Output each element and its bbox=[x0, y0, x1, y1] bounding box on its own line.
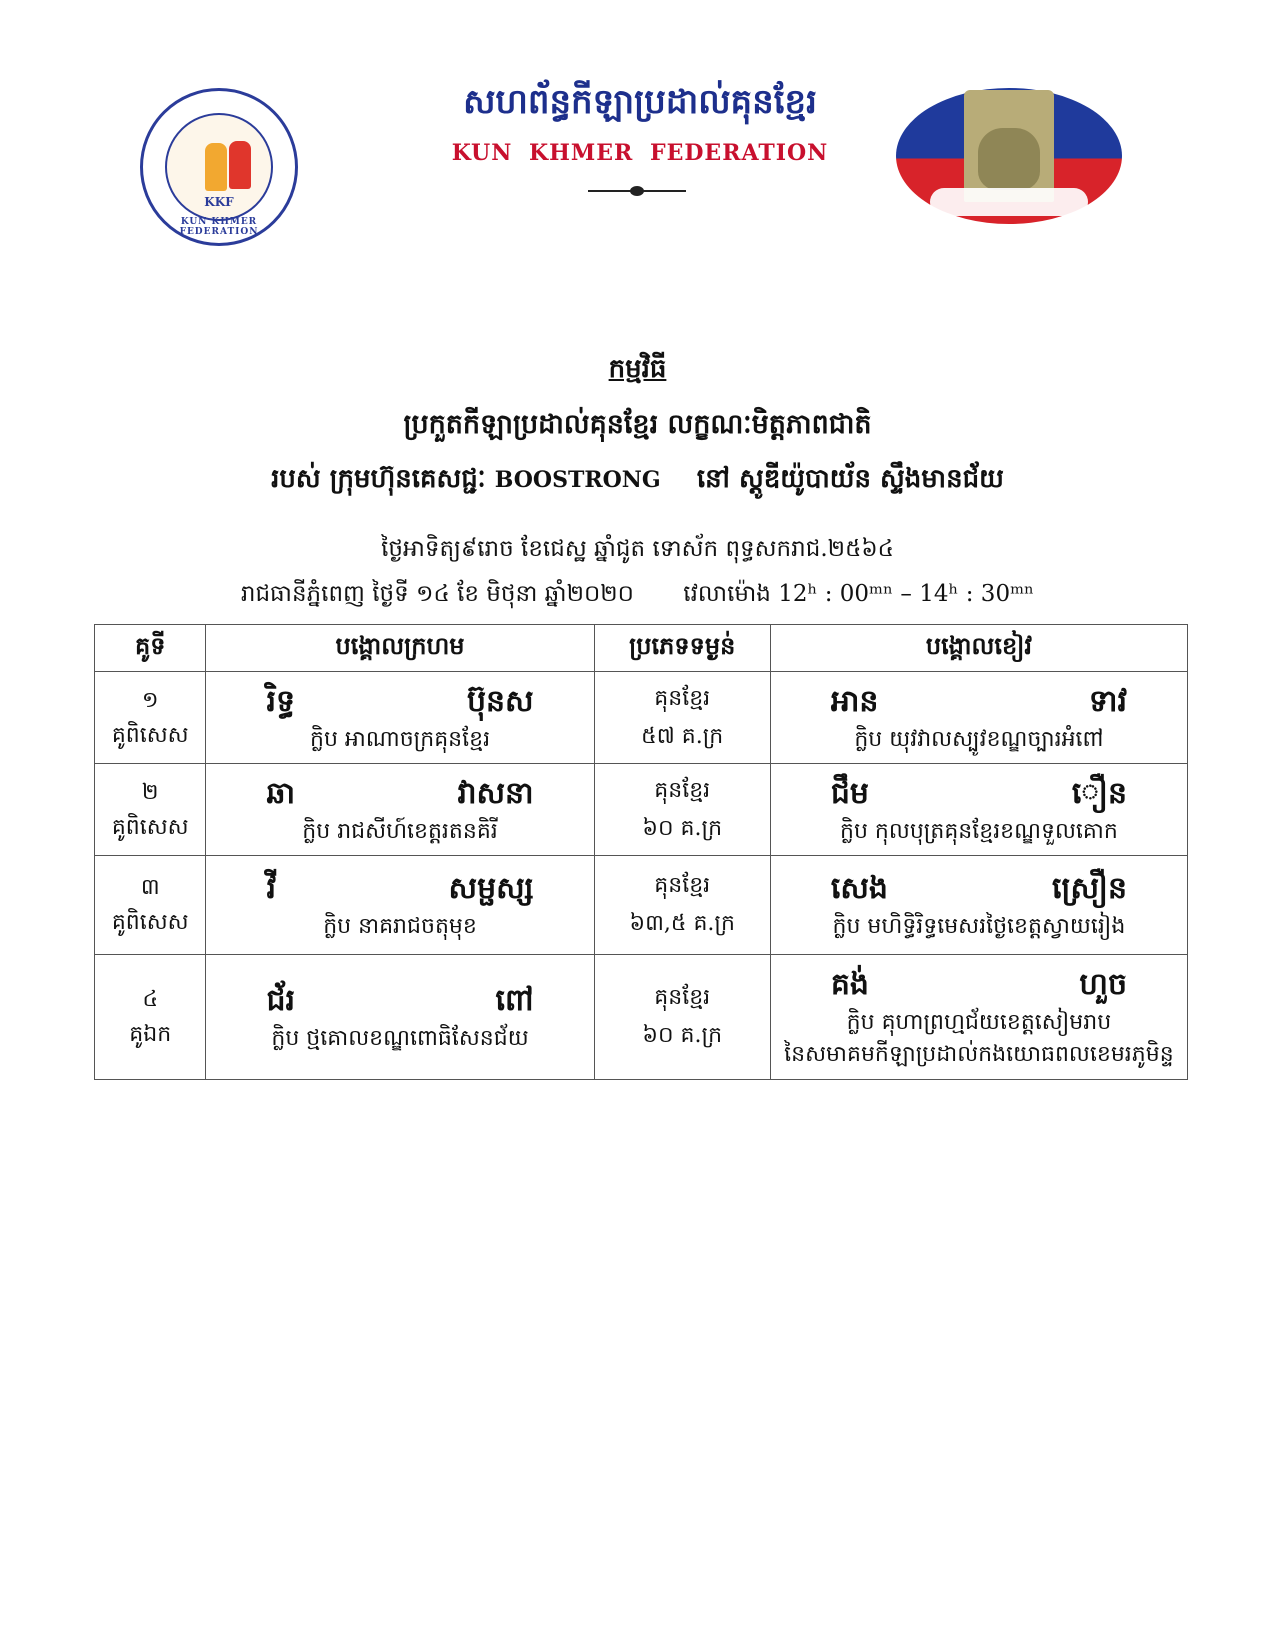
bout-label: គូពិសេស bbox=[111, 814, 189, 840]
red-fighter-cell bbox=[206, 672, 594, 764]
bout-number-cell bbox=[95, 764, 206, 856]
fight-style: គុនខ្មែរ bbox=[654, 873, 711, 898]
title-ornament-divider bbox=[588, 190, 686, 192]
program-sponsor-line bbox=[0, 462, 1275, 500]
weight-class-cell bbox=[594, 856, 770, 955]
blue-fighter-name bbox=[771, 772, 1187, 816]
header-blue-corner: បង្គោលខៀវ bbox=[770, 625, 1187, 672]
blue-fighter-club: ក្លិប មហិទ្ធិរិទ្ធមេសរថ្ងៃខេត្តស្វាយរៀង bbox=[832, 914, 1126, 939]
red-fighter-club: ក្លិប ថ្មគោលខណ្ឌពោធិសែនជ័យ bbox=[271, 1026, 529, 1051]
blue-fighter-name bbox=[771, 867, 1187, 911]
table-row bbox=[95, 672, 1188, 764]
red-fighter-last-name: ប៊ុនស bbox=[466, 683, 534, 719]
fight-style: គុនខ្មែរ bbox=[654, 985, 711, 1010]
bout-number-cell bbox=[95, 672, 206, 764]
lunar-date-line: ថ្ងៃអាទិត្យ៩រោច ខែជេស្ឋ ឆ្នាំជូត ទោស័ក ពុទ្ធសករាជ.២៥៦៤ bbox=[381, 536, 894, 562]
blue-fighter-first-name: សេង bbox=[830, 871, 888, 906]
kkf-logo-inner-ring bbox=[165, 113, 273, 221]
blue-fighter-cell bbox=[770, 955, 1187, 1080]
weight-value: ៦០ គ.ក្រ bbox=[642, 1023, 723, 1048]
sponsor-brand: BOOSTRONG bbox=[494, 467, 661, 493]
table-row bbox=[95, 955, 1188, 1080]
federation-title-en: KUN KHMER FEDERATION bbox=[451, 140, 829, 166]
bout-number-cell bbox=[95, 856, 206, 955]
program-event-title: ប្រកួតកីឡាប្រដាល់គុនខ្មែរ លក្ខណៈមិត្តភាពជាតិ bbox=[403, 409, 872, 440]
red-fighter-cell bbox=[206, 856, 594, 955]
blue-fighter-first-name: គង់ bbox=[830, 967, 869, 1002]
weight-class-cell bbox=[594, 672, 770, 764]
bout-number-cell bbox=[95, 955, 206, 1080]
blue-fighter-club: ក្លិប កុលបុត្រគុនខ្មែរខណ្ឌទួលគោក bbox=[840, 818, 1118, 844]
sponsor-prefix: របស់ ក្រុមហ៊ុនគេសជ្ជៈ bbox=[271, 464, 486, 494]
red-fighter-name bbox=[206, 867, 593, 911]
program-heading-text: កម្មវិធី bbox=[608, 354, 667, 384]
bout-number: ២ bbox=[141, 779, 159, 805]
event-time: វេលាម៉ោង 12ʰ : 00ᵐⁿ – 14ʰ : 30ᵐⁿ bbox=[683, 581, 1035, 607]
blue-fighter-last-name: ឿន bbox=[1071, 775, 1127, 811]
red-fighter-club: ក្លិប រាជសីហ៍ខេត្តរតនគិរី bbox=[302, 818, 498, 844]
weight-class-cell bbox=[594, 955, 770, 1080]
kkf-logo bbox=[140, 88, 298, 246]
sponsor-venue: នៅ ស្តូឌីយ៉ូបាយ័ន ស្ទឹងមានជ័យ bbox=[696, 464, 1004, 494]
red-fighter-last-name: ពៅ bbox=[495, 983, 534, 1018]
red-fighter-last-name: វាសនា bbox=[457, 775, 534, 811]
header-bout-no: គូទី bbox=[95, 625, 206, 672]
header-red-corner: បង្គោលក្រហម bbox=[206, 625, 594, 672]
red-fighter-name bbox=[206, 772, 593, 816]
blue-fighter-name bbox=[771, 680, 1187, 724]
blue-fighter-last-name: ហួច bbox=[1079, 967, 1127, 1002]
venue-date-line bbox=[0, 580, 1275, 613]
header-weight-class: ប្រភេទទម្ងន់ bbox=[594, 625, 770, 672]
bout-number: ៣ bbox=[140, 875, 160, 900]
fighter-figure-red bbox=[229, 141, 251, 189]
red-fighter-first-name: ជ័រ bbox=[266, 983, 296, 1018]
blue-fighter-association: នៃសមាគមកីឡាប្រដាល់កងយោធពលខេមរភូមិន្ទ bbox=[784, 1042, 1174, 1067]
bout-number: ១ bbox=[141, 687, 159, 713]
fighter-figure-yellow bbox=[205, 143, 227, 191]
bout-label: គូពិសេស bbox=[111, 910, 189, 935]
bayon-face-detail bbox=[978, 128, 1040, 190]
program-heading bbox=[0, 352, 1275, 390]
red-fighter-last-name: សម្ផស្ស bbox=[448, 871, 534, 906]
blue-fighter-cell bbox=[770, 672, 1187, 764]
red-fighter-first-name: រិទ្ធ bbox=[266, 683, 296, 719]
fight-style: គុនខ្មែរ bbox=[654, 777, 711, 803]
federation-title-kh: សហព័ន្ធកីឡាប្រដាល់គុនខ្មែរ bbox=[463, 82, 817, 122]
weight-value: ៦៣,៥ គ.ក្រ bbox=[629, 911, 735, 936]
red-fighter-club: ក្លិប នាគរាជចតុមុខ bbox=[323, 914, 477, 939]
bout-label: គូឯក bbox=[129, 1022, 172, 1047]
weight-class-cell bbox=[594, 764, 770, 856]
table-header-row bbox=[95, 625, 1188, 672]
blue-fighter-last-name: ទាវ bbox=[1088, 683, 1127, 719]
bout-number: ៤ bbox=[142, 987, 159, 1012]
red-fighter-name bbox=[206, 979, 593, 1023]
table-row bbox=[95, 764, 1188, 856]
kkf-logo-text: KKF bbox=[204, 195, 234, 209]
bayon-logo bbox=[896, 88, 1122, 224]
fight-style: គុនខ្មែរ bbox=[654, 685, 711, 711]
bayon-logo-script bbox=[930, 188, 1088, 216]
blue-fighter-name bbox=[771, 963, 1187, 1007]
blue-fighter-cell bbox=[770, 764, 1187, 856]
red-fighter-name bbox=[206, 680, 593, 724]
kkf-logo-arc-text: KUN KHMER FEDERATION bbox=[179, 217, 259, 237]
weight-value: ៥៧ គ.ក្រ bbox=[641, 723, 724, 749]
bout-table bbox=[94, 624, 1188, 1080]
blue-fighter-cell bbox=[770, 856, 1187, 955]
blue-fighter-club: ក្លិប យុវវាលស្បូវខណ្ឌច្បារអំពៅ bbox=[854, 726, 1104, 752]
blue-fighter-club: ក្លិប គុហាព្រហ្មជ័យខេត្តសៀមរាប bbox=[846, 1010, 1112, 1035]
bout-label: គូពិសេស bbox=[111, 722, 189, 748]
red-fighter-cell bbox=[206, 955, 594, 1080]
blue-fighter-first-name: ជឹម bbox=[830, 775, 869, 811]
venue-date-text: រាជធានីភ្នំពេញ ថ្ងៃទី ១៤ ខែ មិថុនា ឆ្នាំ២០២០ bbox=[240, 581, 634, 607]
blue-fighter-last-name: ស្រឿន bbox=[1052, 871, 1127, 906]
weight-value: ៦០ គ.ក្រ bbox=[642, 815, 723, 841]
red-fighter-first-name: វី bbox=[266, 871, 276, 906]
table-row bbox=[95, 856, 1188, 955]
blue-fighter-first-name: អាន bbox=[830, 683, 879, 719]
red-fighter-club: ក្លិប អាណាចក្រគុនខ្មែរ bbox=[310, 726, 491, 752]
red-fighter-first-name: ឆា bbox=[266, 775, 296, 811]
red-fighter-cell bbox=[206, 764, 594, 856]
